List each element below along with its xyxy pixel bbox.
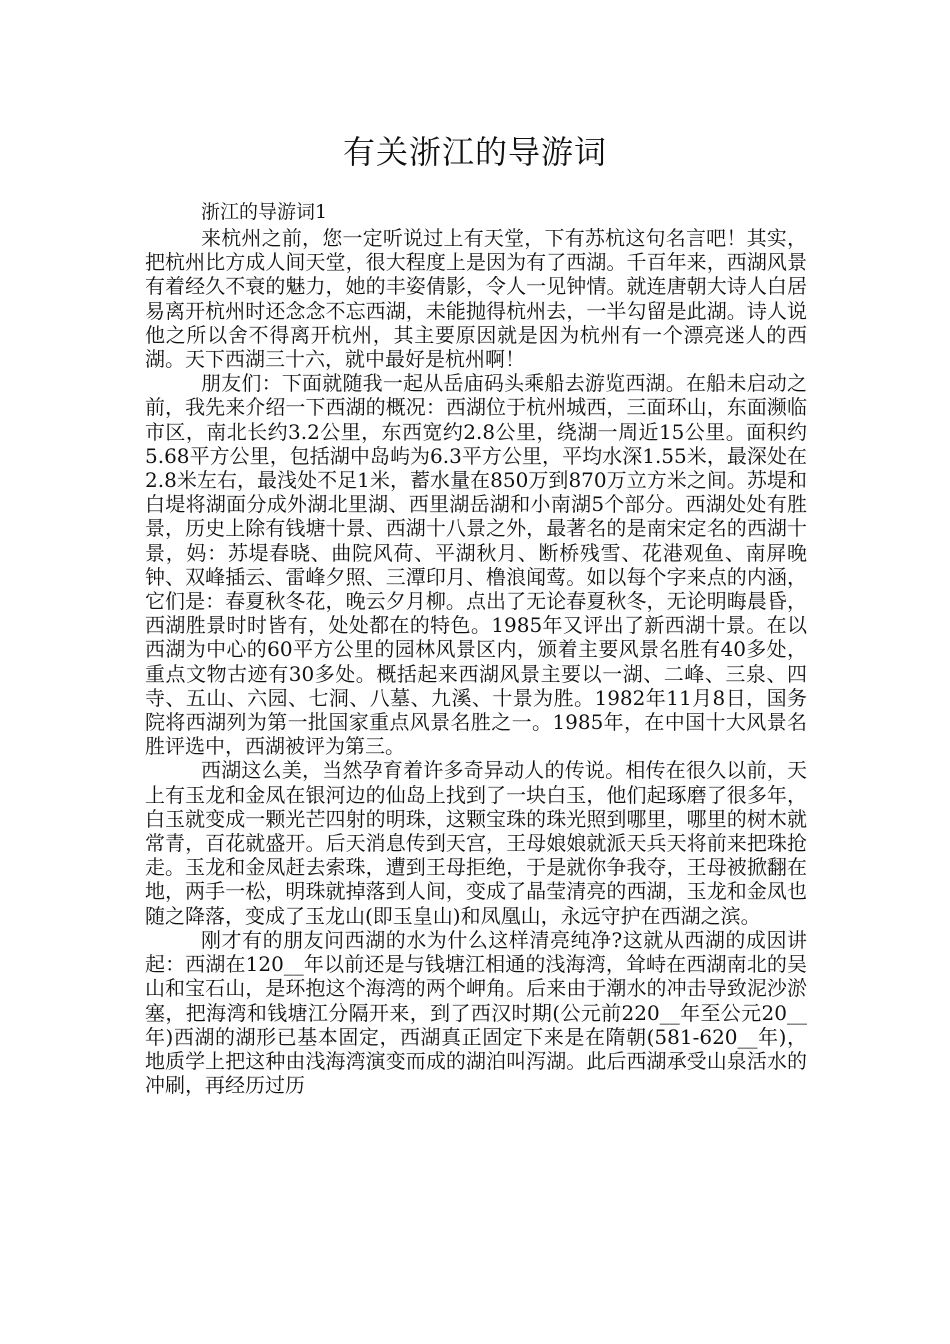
- paragraph-legend: 西湖这么美，当然孕育着许多奇异动人的传说。相传在很久以前，天上有玉龙和金凤在银河边的仙岛上找到了一块白玉，他们起琢磨了很多年，白玉就变成一颗光芒四射的明珠，这颗宝珠的珠光照到哪里，哪里的树木就常青，百花就盛开。后天消息传到天宫，王母娘娘就派天兵天将前来把珠抢走。玉龙和金凤赶去索珠，遭到王母拒绝，于是就你争我夺，王母被掀翻在地，两手一松，明珠就掉落到人间，变成了晶莹清亮的西湖，玉龙和金凤也随之降落，变成了玉龙山(即玉皇山)和凤凰山，永远守护在西湖之滨。: [145, 758, 807, 928]
- paragraph-intro: 来杭州之前，您一定听说过上有天堂，下有苏杭这句名言吧！其实，把杭州比方成人间天堂，很大程度上是因为有了西湖。千百年来，西湖风景有着经久不衰的魅力，她的丰姿倩影，令人一见钟情。就连唐朝大诗人白居易离开杭州时还念念不忘西湖，未能抛得杭州去，一半勾留是此湖。诗人说他之所以舍不得离开杭州，其主要原因就是因为杭州有一个漂亮迷人的西湖。天下西湖三十六，就中最好是杭州啊！: [145, 226, 807, 372]
- section-heading: 浙江的导游词1: [201, 201, 328, 223]
- document-title: 有关浙江的导游词: [342, 133, 607, 171]
- paragraph-origin: 刚才有的朋友问西湖的水为什么这样清亮纯净?这就从西湖的成因讲起：西湖在120__年以前还是与钱塘江相通的浅海湾，耸峙在西湖南北的吴山和宝石山，是环抱这个海湾的两个岬角。后来由于潮水的冲击导致泥沙淤塞，把海湾和钱塘江分隔开来，到了西汉时期(公元前220__年至公元20__年)西湖的湖形已基本固定，西湖真正固定下来是在隋朝(581-620__年)，地质学上把这种由浅海湾演变而成的湖泊叫泻湖。此后西湖承受山泉活水的冲刷，再经历过历: [145, 927, 807, 1098]
- document-body: [145, 199, 807, 1097]
- paragraph-overview: 朋友们：下面就随我一起从岳庙码头乘船去游览西湖。在船未启动之前，我先来介绍一下西湖的概况：西湖位于杭州城西，三面环山，东面濒临市区，南北长约3.2公里，东西宽约2.8公里，绕湖一周近15公里。面积约5.68平方公里，包括湖中岛屿为6.3平方公里，平均水深1.55米，最深处在2.8米左右，最浅处不足1米，蓄水量在850万到870万立方米之间。苏堤和白堤将湖面分成外湖北里湖、西里湖岳湖和小南湖5个部分。西湖处处有胜景，历史上除有钱塘十景、西湖十八景之外，最著名的是南宋定名的西湖十景，妈：苏堤春晓、曲院风荷、平湖秋月、断桥残雪、花港观鱼、南屏晚钟、双峰插云、雷峰夕照、三潭印月、橹浪闻莺。如以每个字来点的内涵，它们是：春夏秋冬花，晚云夕月柳。点出了无论春夏秋冬，无论明晦晨昏，西湖胜景时时皆有，处处都在的特色。1985年又评出了新西湖十景。在以西湖为中心的60平方公里的园林风景区内，颁着主要风景名胜有40多处，重点文物古迹有30多处。概括起来西湖风景主要以一湖、二峰、三泉、四寺、五山、六园、七洞、八墓、九溪、十景为胜。1982年11月8日，国务院将西湖列为第一批国家重点风景名胜之一。1985年，在中国十大风景名胜评选中，西湖被评为第三。: [145, 371, 807, 759]
